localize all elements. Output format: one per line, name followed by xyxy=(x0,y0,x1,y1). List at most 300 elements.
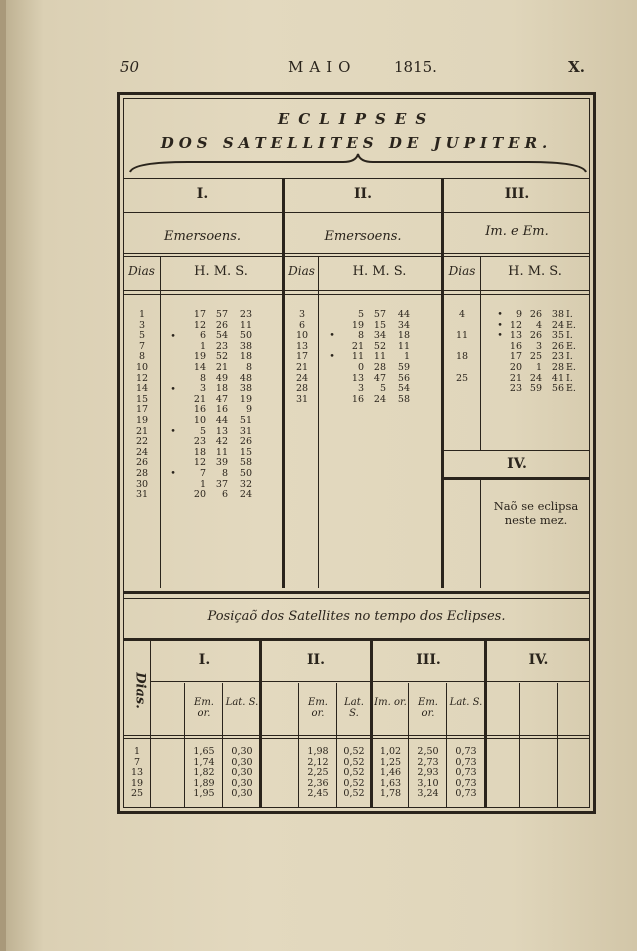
table-cell: 11 xyxy=(239,319,252,331)
rule xyxy=(123,256,590,257)
table-cell: 2,50 xyxy=(417,746,439,757)
table-cell: 28 xyxy=(373,361,386,373)
table-cell: 0,30 xyxy=(231,777,253,789)
rule xyxy=(184,683,185,807)
rule xyxy=(444,477,590,480)
table-cell xyxy=(326,374,338,385)
table-cell: 1,89 xyxy=(193,777,215,789)
table-cell: 13 xyxy=(295,340,309,352)
table-cell: 59 xyxy=(397,361,410,373)
table-cell: 26 xyxy=(529,330,542,342)
table-cell: 31 xyxy=(239,425,252,437)
rule xyxy=(150,681,590,682)
table-cell: 17 xyxy=(193,309,206,320)
sat-i-hours-column xyxy=(180,310,206,501)
table-cell: 15 xyxy=(239,446,252,458)
brace-ornament xyxy=(128,150,588,176)
table-cell: 0,73 xyxy=(455,756,477,768)
table-cell: 50 xyxy=(239,330,252,342)
table-cell: 11 xyxy=(351,351,364,363)
table-cell: 21 xyxy=(193,393,206,405)
table-cell: 3,10 xyxy=(417,777,439,789)
table-cell: 0,52 xyxy=(343,756,365,768)
table-cell: 3,24 xyxy=(417,788,439,800)
sat-ii-dias-label: Dias xyxy=(288,264,315,278)
table-cell: • xyxy=(497,330,503,342)
table-cell: 11 xyxy=(215,446,228,458)
table-cell: 31 xyxy=(135,489,149,501)
table-cell: 1 xyxy=(199,340,206,352)
rule xyxy=(318,256,319,588)
table-cell: 16 xyxy=(351,393,364,405)
table-cell xyxy=(166,491,180,502)
table-cell xyxy=(326,310,338,321)
table-cell: 12 xyxy=(193,457,206,469)
table-cell: 18 xyxy=(193,446,206,458)
table-cell: 8 xyxy=(199,372,206,384)
table-cell: 19 xyxy=(239,393,252,405)
rule xyxy=(408,683,409,807)
sat-i-seconds-column xyxy=(230,310,252,501)
table-cell: 8 xyxy=(221,467,228,479)
pos-i-numeral: I. xyxy=(198,652,211,668)
pos-iii-em-label: Em. or. xyxy=(418,697,438,719)
sat-iii-seconds-column xyxy=(544,310,564,395)
table-cell xyxy=(166,406,180,417)
rule xyxy=(298,683,299,807)
table-cell: 18 xyxy=(239,351,252,363)
table-cell xyxy=(494,374,506,385)
table-cell: 14 xyxy=(135,383,149,395)
table-cell xyxy=(166,342,180,353)
table-cell: 23 xyxy=(239,309,252,320)
table-cell: • xyxy=(497,309,503,320)
table-cell: • xyxy=(170,330,176,342)
table-cell: 24 xyxy=(373,393,386,405)
table-cell: 2,25 xyxy=(307,767,329,779)
table-cell: • xyxy=(329,330,335,342)
table-cell: 4 xyxy=(535,319,542,331)
table-cell: 3 xyxy=(298,309,306,320)
table-cell: 17 xyxy=(135,404,149,416)
table-cell: 3 xyxy=(199,383,206,395)
sat-i-dias-label: Dias xyxy=(128,264,155,278)
rule xyxy=(160,256,161,588)
table-cell: 56 xyxy=(397,372,410,384)
table-cell: 0,52 xyxy=(343,767,365,779)
pos-iv-numeral: IV. xyxy=(528,652,549,668)
table-cell: 19 xyxy=(135,414,149,426)
table-cell: 50 xyxy=(239,467,252,479)
pos-iii-im-label: Im. or. xyxy=(374,697,407,708)
table-cell: 37 xyxy=(215,478,228,490)
table-cell: 18 xyxy=(455,351,469,363)
table-cell: 51 xyxy=(239,414,252,426)
table-cell: 1,65 xyxy=(193,746,215,757)
table-cell: 19 xyxy=(351,319,364,331)
table-cell: 41 xyxy=(551,372,564,384)
table-cell: 12 xyxy=(135,372,149,384)
table-cell: • xyxy=(170,468,176,480)
table-cell: 28 xyxy=(135,467,149,479)
sat-ii-seconds-column xyxy=(388,310,410,405)
table-cell: 1,46 xyxy=(379,767,402,779)
table-cell: 13 xyxy=(215,425,228,437)
table-cell: 8 xyxy=(245,361,252,373)
table-cell: 30 xyxy=(135,478,149,490)
table-cell: 38 xyxy=(239,383,252,395)
table-cell: 2,12 xyxy=(307,756,329,768)
table-cell: 23 xyxy=(193,436,206,448)
table-cell: 58 xyxy=(239,457,252,469)
table-cell: I. xyxy=(566,309,573,320)
table-cell: 17 xyxy=(295,351,309,363)
table-cell: 3 xyxy=(357,383,364,395)
sat-ii-hours-column xyxy=(338,310,364,405)
table-cell: 44 xyxy=(397,309,410,320)
table-cell: 7 xyxy=(133,756,141,768)
pos-iii-lat-column xyxy=(448,747,484,800)
sat-iii-numeral: III. xyxy=(504,186,530,202)
month-heading: MAIO xyxy=(288,58,357,76)
sat-i-kind: Emersoens. xyxy=(163,229,242,244)
sat-iii-marks-column xyxy=(494,310,506,395)
table-cell: 42 xyxy=(215,436,228,448)
table-cell: 4 xyxy=(458,309,466,320)
table-cell: 12 xyxy=(193,319,206,331)
table-cell: 1,95 xyxy=(193,788,215,800)
table-cell: 9 xyxy=(515,309,522,320)
sat-iii-flags-column xyxy=(566,310,586,395)
table-cell: I. xyxy=(566,330,573,342)
pos-i-lat-label: Lat. S. xyxy=(225,697,259,708)
table-cell: 8 xyxy=(138,351,146,363)
table-cell: 6 xyxy=(221,489,228,501)
table-cell: 2,36 xyxy=(307,777,329,789)
sat-iii-minutes-column xyxy=(524,310,542,395)
table-cell: 26 xyxy=(239,436,252,448)
table-cell xyxy=(166,363,180,374)
table-cell xyxy=(166,321,180,332)
table-cell: 1 xyxy=(133,746,141,757)
table-cell: 24 xyxy=(239,489,252,501)
table-cell: 21 xyxy=(509,372,522,384)
table-cell: 23 xyxy=(215,340,228,352)
sat-iv-note: Naõ se eclipsa neste mez. xyxy=(493,499,579,527)
table-cell: 0,73 xyxy=(455,767,477,779)
sat-ii-marks-column xyxy=(326,310,338,405)
table-cell: 21 xyxy=(351,340,364,352)
table-cell: 28 xyxy=(295,383,309,395)
rule xyxy=(123,591,590,594)
table-cell: 38 xyxy=(239,340,252,352)
title-eclipses: ECLIPSES xyxy=(277,110,436,128)
table-cell: 25 xyxy=(455,372,469,384)
sat-ii-dias-column xyxy=(288,310,316,405)
table-cell: 54 xyxy=(397,383,410,395)
table-cell xyxy=(448,384,476,395)
table-cell: 31 xyxy=(295,393,309,405)
table-cell: 15 xyxy=(373,319,386,331)
table-cell: 16 xyxy=(509,340,522,352)
rule xyxy=(519,683,520,807)
table-cell: 0,30 xyxy=(231,746,253,757)
table-cell: 3 xyxy=(535,340,542,352)
table-cell: 18 xyxy=(397,330,410,342)
table-cell: 16 xyxy=(215,404,228,416)
table-cell: 26 xyxy=(215,319,228,331)
table-cell: 22 xyxy=(135,436,149,448)
table-cell: 52 xyxy=(215,351,228,363)
table-cell xyxy=(494,384,506,395)
rule xyxy=(123,178,590,179)
table-cell: 6 xyxy=(298,319,306,331)
table-cell: 12 xyxy=(509,319,522,331)
table-cell: 1,25 xyxy=(379,756,402,768)
table-cell: 47 xyxy=(215,393,228,405)
rule xyxy=(557,683,558,807)
table-cell: 1 xyxy=(535,361,542,373)
table-cell: 5 xyxy=(199,425,206,437)
table-cell: 8 xyxy=(357,330,364,342)
table-cell: 34 xyxy=(397,319,410,331)
table-cell: 57 xyxy=(373,309,386,320)
table-cell: 25 xyxy=(130,788,144,800)
pos-dias-column xyxy=(126,747,148,800)
table-cell: 16 xyxy=(193,404,206,416)
positions-dias-label: Dias. xyxy=(132,672,148,709)
table-cell: • xyxy=(329,351,335,363)
table-cell xyxy=(494,342,506,353)
table-cell: 20 xyxy=(509,361,522,373)
table-cell: 1,74 xyxy=(193,756,215,768)
sat-ii-numeral: II. xyxy=(354,186,372,202)
year-heading: 1815. xyxy=(394,58,437,76)
sat-iii-hours-column xyxy=(506,310,522,395)
table-cell: 1,82 xyxy=(193,767,215,779)
pos-i-em-label: Em. or. xyxy=(194,697,214,719)
sat-ii-minutes-column xyxy=(366,310,386,405)
table-cell: 1,98 xyxy=(307,746,329,757)
rule xyxy=(441,178,444,588)
table-cell xyxy=(494,363,506,374)
sat-i-hms-label: H. M. S. xyxy=(194,264,248,279)
table-cell xyxy=(326,363,338,374)
table-cell: 26 xyxy=(551,340,564,352)
table-cell: 5 xyxy=(357,309,364,320)
table-cell: 14 xyxy=(193,361,206,373)
rule xyxy=(480,479,481,588)
sat-iii-dias-label: Dias xyxy=(448,264,476,278)
pos-iii-numeral: III. xyxy=(416,652,441,668)
pos-iii-im-column xyxy=(373,747,408,800)
rule xyxy=(123,598,590,599)
table-cell: 17 xyxy=(509,351,522,363)
table-cell xyxy=(166,480,180,491)
sat-iii-hms-label: H. M. S. xyxy=(508,264,562,279)
table-cell: 0,30 xyxy=(231,788,253,800)
title-satellites: DOS SATELLITES DE JUPITER. xyxy=(160,134,553,152)
table-cell: 2,93 xyxy=(417,767,439,779)
rule xyxy=(123,638,590,641)
sat-i-numeral: I. xyxy=(196,186,209,202)
table-cell: 1,02 xyxy=(379,746,402,757)
table-cell: 9 xyxy=(245,404,252,416)
table-cell xyxy=(166,395,180,406)
table-cell: 0,73 xyxy=(455,788,477,800)
table-cell: 35 xyxy=(551,330,564,342)
sat-i-dias-column xyxy=(128,310,156,501)
table-cell: 26 xyxy=(529,309,542,320)
table-cell xyxy=(326,384,338,395)
table-cell: 23 xyxy=(551,351,564,363)
table-cell: 21 xyxy=(295,361,309,373)
table-cell: 19 xyxy=(130,777,144,789)
table-cell: 1,63 xyxy=(379,777,402,789)
plate-number: X. xyxy=(568,58,585,76)
table-cell: 0,30 xyxy=(231,767,253,779)
pos-ii-em-column xyxy=(300,747,336,800)
table-cell: 18 xyxy=(215,383,228,395)
table-cell: 1 xyxy=(403,351,410,363)
table-cell: 23 xyxy=(509,383,522,395)
table-cell: 1 xyxy=(138,309,146,320)
table-cell: 0,73 xyxy=(455,746,477,757)
table-cell: 20 xyxy=(193,489,206,501)
table-cell: 0,30 xyxy=(231,756,253,768)
table-cell: 7 xyxy=(138,340,146,352)
table-cell: • xyxy=(497,319,503,331)
pos-ii-lat-label: Lat. S. xyxy=(344,697,364,719)
table-cell xyxy=(494,352,506,363)
table-cell: 49 xyxy=(215,372,228,384)
sat-iii-kind: Im. e Em. xyxy=(485,224,549,239)
table-cell: 0 xyxy=(357,361,364,373)
table-cell: 24 xyxy=(529,372,542,384)
rule xyxy=(336,683,337,807)
table-cell: 57 xyxy=(215,309,228,320)
table-cell: 58 xyxy=(397,393,410,405)
table-cell: 10 xyxy=(135,361,149,373)
table-cell: 13 xyxy=(130,767,144,779)
pos-ii-lat-column xyxy=(338,747,370,800)
table-cell: E. xyxy=(566,319,576,331)
table-cell: 11 xyxy=(455,330,469,342)
table-cell: 1 xyxy=(199,478,206,490)
table-cell: 44 xyxy=(215,414,228,426)
pos-i-em-column xyxy=(186,747,222,800)
table-cell xyxy=(166,374,180,385)
table-cell: 24 xyxy=(295,372,309,384)
table-cell xyxy=(166,438,180,449)
table-cell: 2,45 xyxy=(307,788,329,800)
table-cell: 56 xyxy=(551,383,564,395)
table-cell: 0,73 xyxy=(455,777,477,789)
table-cell: 2,73 xyxy=(417,756,439,768)
table-cell: 11 xyxy=(397,340,410,352)
sat-i-minutes-column xyxy=(208,310,228,501)
table-cell: 0,52 xyxy=(343,746,365,757)
rule xyxy=(444,450,590,451)
table-cell xyxy=(326,395,338,406)
table-cell: E. xyxy=(566,361,576,373)
rule xyxy=(123,212,590,213)
rule xyxy=(123,253,590,254)
table-cell: E. xyxy=(566,340,576,352)
page-number: 50 xyxy=(120,58,140,76)
rule xyxy=(480,256,481,450)
table-cell: 7 xyxy=(199,467,206,479)
sat-i-marks-column xyxy=(166,321,180,512)
table-cell: • xyxy=(170,425,176,437)
sat-ii-kind: Emersoens. xyxy=(324,229,402,244)
table-cell xyxy=(166,353,180,364)
pos-ii-em-label: Em. or. xyxy=(308,697,328,719)
table-cell xyxy=(166,448,180,459)
sat-iii-dias-column xyxy=(448,310,476,395)
table-cell: 32 xyxy=(239,478,252,490)
table-cell: 24 xyxy=(135,446,149,458)
rule xyxy=(446,683,447,807)
table-cell: 34 xyxy=(373,330,386,342)
table-cell: 19 xyxy=(193,351,206,363)
table-cell: 13 xyxy=(509,330,522,342)
table-cell: 25 xyxy=(529,351,542,363)
table-cell: 48 xyxy=(239,372,252,384)
table-cell: 5 xyxy=(138,330,146,342)
table-cell: 10 xyxy=(295,330,309,342)
table-cell xyxy=(166,501,180,512)
table-cell: 13 xyxy=(351,372,364,384)
table-cell: 21 xyxy=(215,361,228,373)
pos-iii-lat-label: Lat. S. xyxy=(449,697,483,708)
table-cell: 26 xyxy=(135,457,149,469)
table-cell: 1,78 xyxy=(379,788,402,800)
table-cell xyxy=(448,363,476,374)
table-cell: 3 xyxy=(138,319,146,331)
table-cell: 0,52 xyxy=(343,788,365,800)
table-cell: I. xyxy=(566,372,573,384)
table-cell: 59 xyxy=(529,383,542,395)
table-cell: 5 xyxy=(379,383,386,395)
positions-title: Posiçaõ dos Satellites no tempo dos Eclipses. xyxy=(207,609,506,624)
table-cell: 38 xyxy=(551,309,564,320)
table-cell: 28 xyxy=(551,361,564,373)
rule xyxy=(222,683,223,807)
table-cell: • xyxy=(170,383,176,395)
table-cell: E. xyxy=(566,383,576,395)
table-cell: 6 xyxy=(199,330,206,342)
sat-iv-numeral: IV. xyxy=(507,456,527,472)
table-cell: 52 xyxy=(373,340,386,352)
table-cell: 39 xyxy=(215,457,228,469)
pos-ii-numeral: II. xyxy=(307,652,325,668)
pos-i-lat-column xyxy=(224,747,260,800)
pos-iii-em-column xyxy=(410,747,446,800)
sat-ii-hms-label: H. M. S. xyxy=(352,264,407,279)
table-cell: 21 xyxy=(135,425,149,437)
rule xyxy=(123,290,590,291)
table-cell: 24 xyxy=(551,319,564,331)
table-cell: 10 xyxy=(193,414,206,426)
table-cell: I. xyxy=(566,351,573,363)
table-cell: 54 xyxy=(215,330,228,342)
table-cell: 0,52 xyxy=(343,777,365,789)
table-cell: 47 xyxy=(373,372,386,384)
table-cell: 11 xyxy=(373,351,386,363)
table-cell: 15 xyxy=(135,393,149,405)
rule xyxy=(123,294,590,295)
